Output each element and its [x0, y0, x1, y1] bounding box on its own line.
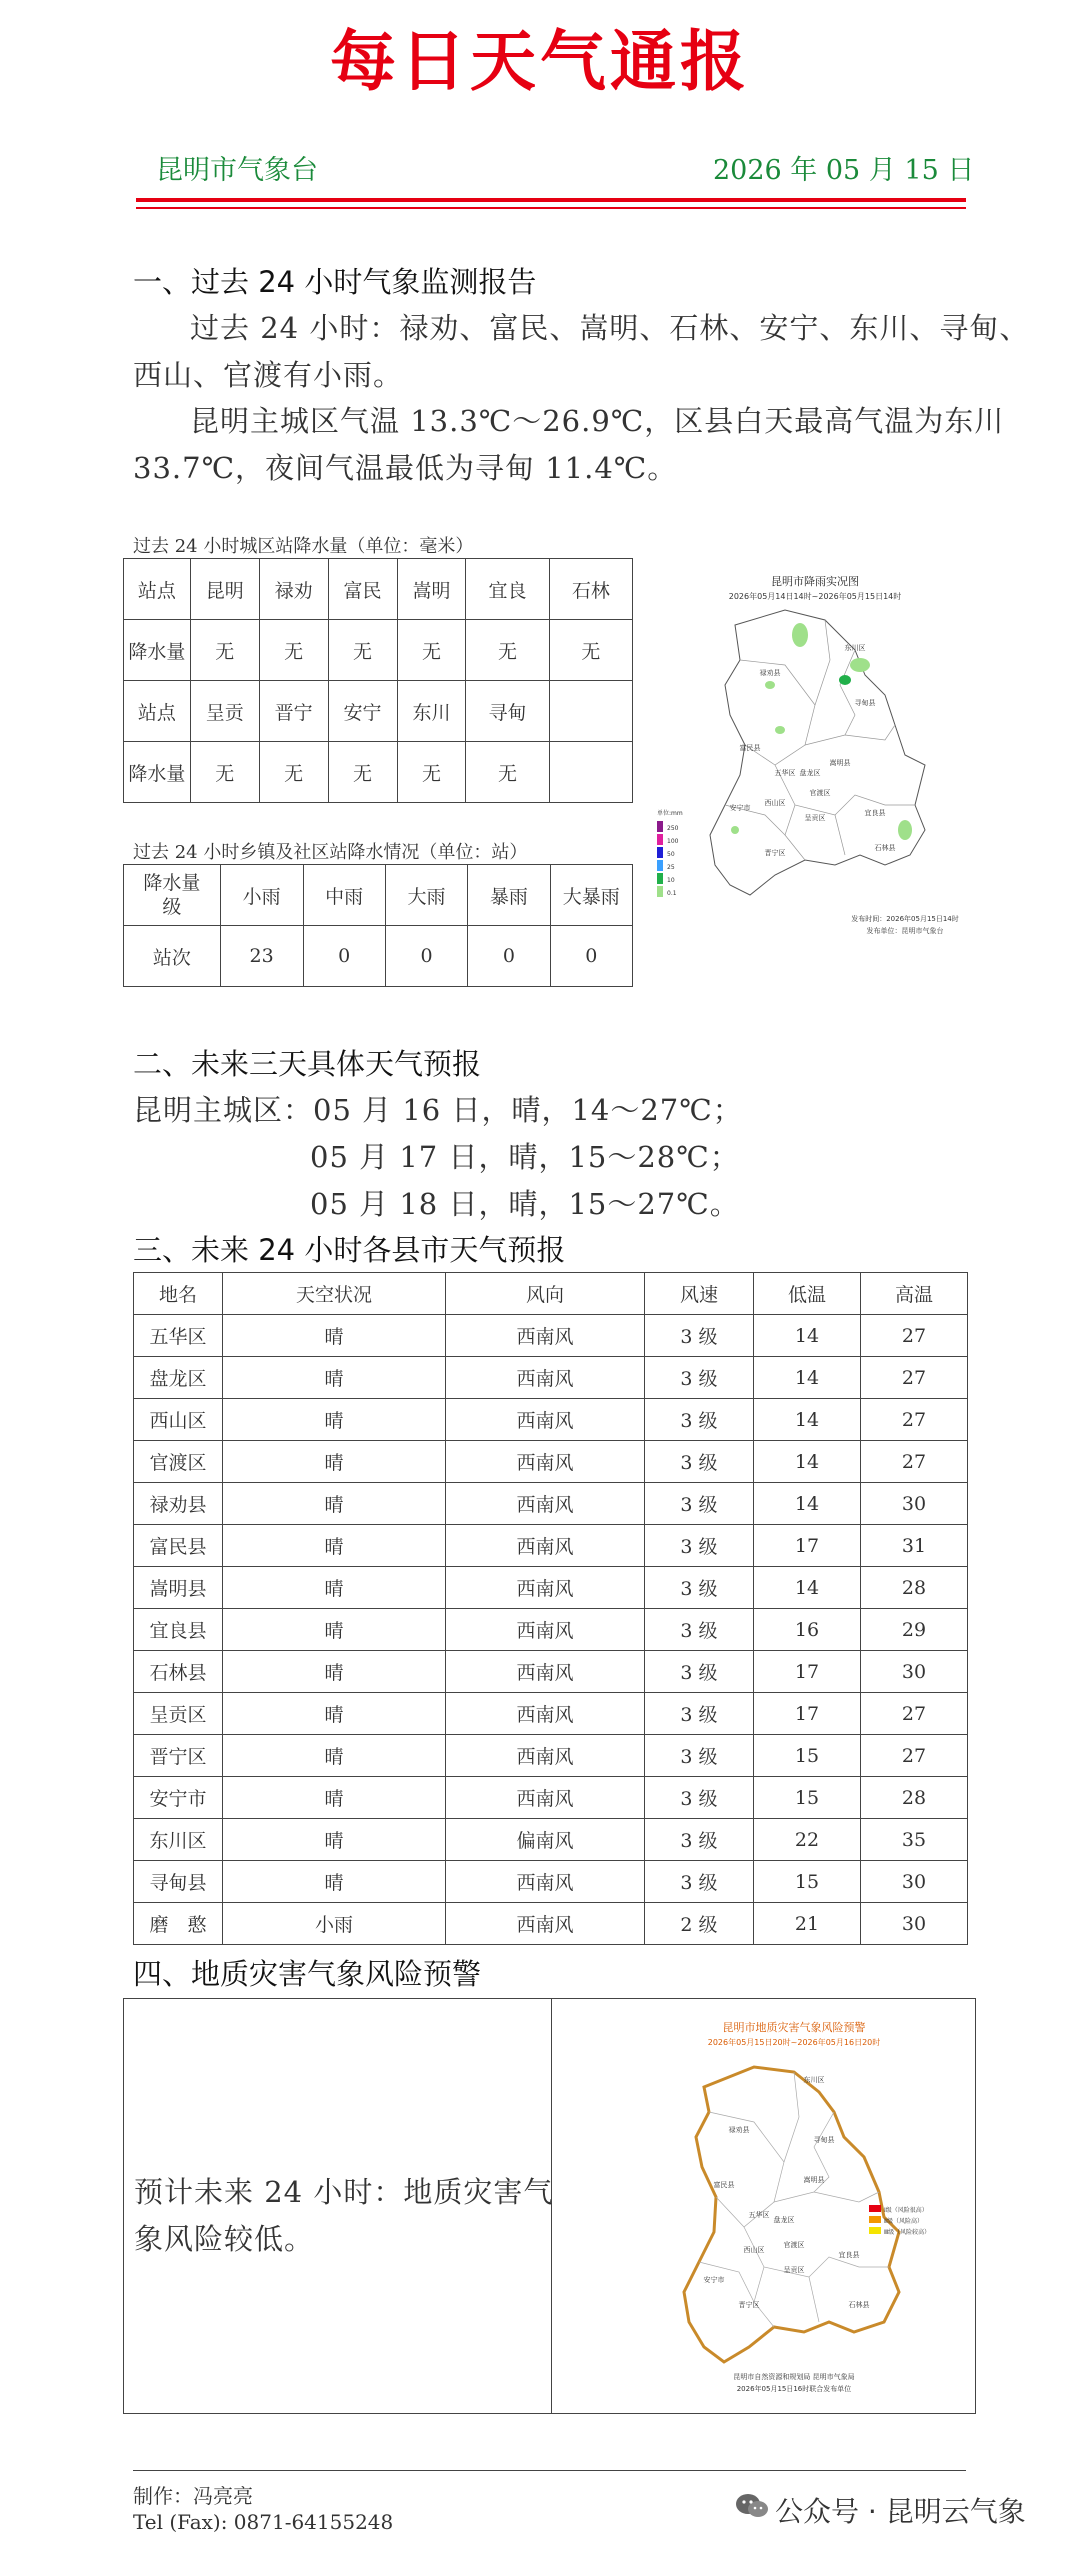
county-table-cell: 晴 — [223, 1777, 446, 1819]
forecast-line1: 昆明主城区：05 月 16 日，晴，14～27℃； — [133, 1093, 743, 1127]
geo-map-district-label: 呈贡区 — [783, 2266, 805, 2274]
rain-table-cell: 无 — [328, 620, 397, 681]
town-table-cell: 站次 — [124, 926, 221, 987]
town-table-row — [124, 926, 633, 987]
county-table-cell: 3 级 — [645, 1735, 754, 1777]
county-table-cell: 27 — [861, 1441, 968, 1483]
geo-map-district-label: 寻甸县 — [813, 2136, 835, 2144]
county-table-cell: 西南风 — [446, 1861, 645, 1903]
county-table-header-cell: 地名 — [134, 1273, 223, 1315]
rain-legend-swatch — [657, 821, 663, 832]
county-table-row — [134, 1693, 968, 1735]
town-table-cell: 0 — [385, 926, 467, 987]
rain-map-outline — [710, 610, 925, 895]
county-table-cell: 14 — [754, 1315, 861, 1357]
county-table-cell: 西南风 — [446, 1357, 645, 1399]
county-table-header — [134, 1273, 968, 1315]
report-date: 2026 年 05 月 15 日 — [713, 155, 975, 186]
rain-map-district-label: 寻甸县 — [854, 699, 876, 707]
rain-table-cell: 无 — [549, 620, 632, 681]
header-divider-thick — [136, 198, 966, 202]
county-table-cell: 晋宁区 — [134, 1735, 223, 1777]
county-table-cell: 晴 — [223, 1357, 446, 1399]
county-table-cell: 西南风 — [446, 1609, 645, 1651]
geo-map-district-label: 安宁市 — [703, 2276, 725, 2284]
rain-table-cell: 无 — [466, 620, 549, 681]
rain-map-district-label: 富民县 — [739, 744, 761, 752]
rain-map-subtitle: 2026年05月14日14时~2026年05月15日14时 — [728, 592, 902, 601]
rain-map-district-label: 宜良县 — [864, 809, 886, 817]
geo-map-district-label: 西山区 — [743, 2246, 765, 2254]
geo-map-district-label: 盘龙区 — [773, 2216, 795, 2224]
geo-map-district-label: 晋宁区 — [738, 2301, 760, 2309]
watermark-text: 公众号 · 昆明云气象 — [775, 2495, 1026, 2528]
county-table-row — [134, 1651, 968, 1693]
county-table-cell: 寻甸县 — [134, 1861, 223, 1903]
county-table-cell: 3 级 — [645, 1483, 754, 1525]
rain-legend-swatch — [657, 860, 663, 871]
rain-table-cell: 无 — [328, 742, 397, 803]
county-table-cell: 盘龙区 — [134, 1357, 223, 1399]
section1-heading: 一、过去 24 小时气象监测报告 — [133, 265, 537, 299]
county-table-cell: 晴 — [223, 1735, 446, 1777]
geo-legend-swatch — [869, 2205, 881, 2212]
town-table-cell: 降水量级 — [124, 865, 221, 926]
header-divider-thin — [136, 207, 966, 209]
geo-map-district-label: 富民县 — [713, 2181, 735, 2189]
county-table-cell: 14 — [754, 1357, 861, 1399]
county-table-cell: 晴 — [223, 1819, 446, 1861]
rain-legend-swatch — [657, 847, 663, 858]
county-table-cell: 29 — [861, 1609, 968, 1651]
county-table-cell: 30 — [861, 1651, 968, 1693]
county-table-row — [134, 1525, 968, 1567]
county-table-cell: 3 级 — [645, 1693, 754, 1735]
county-table-cell: 14 — [754, 1567, 861, 1609]
county-table-cell: 35 — [861, 1819, 968, 1861]
geo-risk-text-line1: 预计未来 24 小时：地质灾害气 — [134, 2175, 554, 2209]
rain-table-cell: 无 — [259, 742, 328, 803]
county-table-cell: 31 — [861, 1525, 968, 1567]
county-table-cell: 五华区 — [134, 1315, 223, 1357]
section4-heading: 四、地质灾害气象风险预警 — [133, 1957, 482, 1991]
town-table-cell: 暴雨 — [468, 865, 550, 926]
footer-maker: 制作：冯亮亮 — [133, 2484, 253, 2508]
county-table-cell: 西南风 — [446, 1903, 645, 1945]
county-table-cell: 西南风 — [446, 1735, 645, 1777]
county-table-cell: 17 — [754, 1651, 861, 1693]
section3-heading: 三、未来 24 小时各县市天气预报 — [133, 1233, 566, 1267]
report-title: 每日天气通报 — [330, 23, 750, 100]
county-table-cell: 14 — [754, 1399, 861, 1441]
rain-map-district-label: 安宁市 — [729, 804, 751, 812]
county-table-cell: 3 级 — [645, 1609, 754, 1651]
county-table-cell: 石林县 — [134, 1651, 223, 1693]
county-table-row — [134, 1315, 968, 1357]
county-table-cell: 28 — [861, 1777, 968, 1819]
rain-map-district-label: 嵩明县 — [829, 759, 851, 767]
forecast-line3: 05 月 18 日，晴，15～27℃。 — [310, 1187, 740, 1221]
county-table-cell: 3 级 — [645, 1441, 754, 1483]
rain-legend-label: 10 — [667, 877, 675, 884]
geo-map-district-label: 禄劝县 — [728, 2126, 750, 2134]
county-table-cell: 磨 憨 — [134, 1903, 223, 1945]
county-table-cell: 3 级 — [645, 1567, 754, 1609]
org-name: 昆明市气象台 — [156, 155, 318, 186]
county-table-cell: 西南风 — [446, 1777, 645, 1819]
county-table-header-cell: 风向 — [446, 1273, 645, 1315]
county-table-row — [134, 1441, 968, 1483]
rain-table-cell: 晋宁 — [259, 681, 328, 742]
county-table-cell: 27 — [861, 1735, 968, 1777]
county-table-row — [134, 1819, 968, 1861]
town-table-cell: 大暴雨 — [550, 865, 632, 926]
section1-para1-line1: 过去 24 小时：禄劝、富民、嵩明、石林、安宁、东川、寻甸、 — [190, 311, 1030, 345]
section1-para1-line2: 西山、官渡有小雨。 — [133, 358, 404, 392]
rain-table — [123, 558, 633, 803]
rain-map-district-label: 西山区 — [764, 799, 786, 807]
county-table-row — [134, 1861, 968, 1903]
rain-table-cell: 寻甸 — [466, 681, 549, 742]
rain-legend-unit: 单位:mm — [657, 810, 683, 817]
county-table-cell: 3 级 — [645, 1861, 754, 1903]
county-table-cell: 30 — [861, 1483, 968, 1525]
town-table-row — [124, 865, 633, 926]
county-table-cell: 15 — [754, 1861, 861, 1903]
rain-map-district-label: 石林县 — [874, 844, 896, 852]
county-table-cell: 西南风 — [446, 1483, 645, 1525]
county-table-cell: 晴 — [223, 1525, 446, 1567]
geo-risk-text-line2: 象风险较低。 — [134, 2222, 315, 2256]
rain-table-cell: 宜良 — [466, 559, 549, 620]
county-table-cell: 晴 — [223, 1315, 446, 1357]
geo-legend-swatch — [869, 2227, 881, 2234]
county-table-cell: 2 级 — [645, 1903, 754, 1945]
county-table-cell: 官渡区 — [134, 1441, 223, 1483]
county-table-cell: 22 — [754, 1819, 861, 1861]
rain-map-district-label: 呈贡区 — [804, 814, 826, 822]
rain-table-cell: 降水量 — [124, 620, 191, 681]
rain-legend-swatch — [657, 886, 663, 897]
county-table-row — [134, 1567, 968, 1609]
town-table-cell: 中雨 — [303, 865, 385, 926]
rain-table-cell: 无 — [466, 742, 549, 803]
rain-map-district-label: 东川区 — [844, 644, 866, 652]
rain-table-cell: 昆明 — [190, 559, 259, 620]
geo-map-district-label: 五华区 — [748, 2211, 770, 2219]
county-table-cell: 17 — [754, 1525, 861, 1567]
county-table-cell: 东川区 — [134, 1819, 223, 1861]
county-table-cell: 西南风 — [446, 1693, 645, 1735]
rain-map-footer2: 发布单位：昆明市气象台 — [866, 927, 944, 935]
town-table-caption: 过去 24 小时乡镇及社区站降水情况（单位：站） — [133, 842, 528, 863]
county-table-cell: 晴 — [223, 1399, 446, 1441]
geo-map-footer2: 2026年05月15日16时联合发布单位 — [736, 2385, 852, 2393]
county-table-row — [134, 1735, 968, 1777]
geo-map-subtitle: 2026年05月15日20时~2026年05月16日20时 — [707, 2038, 881, 2047]
county-table-cell: 21 — [754, 1903, 861, 1945]
county-table-cell: 小雨 — [223, 1903, 446, 1945]
geo-map-outline — [684, 2067, 899, 2362]
county-table-cell: 27 — [861, 1315, 968, 1357]
county-table-cell: 14 — [754, 1483, 861, 1525]
county-table-header-cell: 低温 — [754, 1273, 861, 1315]
county-table-cell: 14 — [754, 1441, 861, 1483]
county-table-cell: 西山区 — [134, 1399, 223, 1441]
town-table-cell: 大雨 — [385, 865, 467, 926]
county-table-cell: 偏南风 — [446, 1819, 645, 1861]
section2-heading: 二、未来三天具体天气预报 — [133, 1047, 482, 1081]
county-table-cell: 晴 — [223, 1483, 446, 1525]
rain-legend-swatch — [657, 873, 663, 884]
town-table-cell: 0 — [303, 926, 385, 987]
rain-map-district-label: 晋宁区 — [764, 849, 786, 857]
geo-map-district-label: 石林县 — [848, 2301, 870, 2309]
county-table-cell: 3 级 — [645, 1357, 754, 1399]
county-table-cell: 3 级 — [645, 1315, 754, 1357]
rain-table-cell: 无 — [259, 620, 328, 681]
county-table-cell: 30 — [861, 1903, 968, 1945]
county-table-cell: 16 — [754, 1609, 861, 1651]
county-table-row — [134, 1399, 968, 1441]
county-table-cell: 3 级 — [645, 1819, 754, 1861]
county-table-cell: 3 级 — [645, 1525, 754, 1567]
geo-legend-swatch — [869, 2216, 881, 2223]
county-table-cell: 呈贡区 — [134, 1693, 223, 1735]
county-table-row — [134, 1483, 968, 1525]
county-table-cell: 晴 — [223, 1693, 446, 1735]
county-table-cell: 晴 — [223, 1567, 446, 1609]
rain-table-cell: 富民 — [328, 559, 397, 620]
county-table-cell: 晴 — [223, 1441, 446, 1483]
geo-legend-label: Ⅲ级（风险较高） — [884, 2229, 931, 2236]
rain-table-row — [124, 681, 633, 742]
rain-table-row — [124, 620, 633, 681]
county-table-cell: 西南风 — [446, 1651, 645, 1693]
rain-table-row — [124, 559, 633, 620]
county-table-cell: 27 — [861, 1693, 968, 1735]
rain-table-cell: 无 — [190, 620, 259, 681]
county-table-cell: 晴 — [223, 1609, 446, 1651]
rain-legend-label: 50 — [667, 851, 675, 858]
county-table-cell: 西南风 — [446, 1567, 645, 1609]
county-table-header-cell: 高温 — [861, 1273, 968, 1315]
county-table-cell: 3 级 — [645, 1777, 754, 1819]
rain-map-footer1: 发布时间：2026年05月15日14时 — [851, 915, 959, 923]
footer-tel: Tel (Fax): 0871-64155248 — [133, 2510, 394, 2534]
rain-table-cell — [549, 681, 632, 742]
footer-divider — [133, 2470, 966, 2471]
county-table-cell: 15 — [754, 1735, 861, 1777]
county-table-cell: 3 级 — [645, 1651, 754, 1693]
geo-map-district-label: 宜良县 — [838, 2251, 860, 2259]
rain-table-cell — [549, 742, 632, 803]
county-forecast-table — [133, 1272, 968, 1945]
county-table-cell: 17 — [754, 1693, 861, 1735]
county-table-cell: 富民县 — [134, 1525, 223, 1567]
rain-table-cell: 无 — [397, 742, 466, 803]
county-table-cell: 嵩明县 — [134, 1567, 223, 1609]
rain-map-district-label: 五华区 — [774, 769, 796, 777]
geo-risk-map — [644, 2017, 944, 2397]
geo-map-district-label: 嵩明县 — [803, 2176, 825, 2184]
rain-map — [655, 565, 975, 945]
county-table-row — [134, 1357, 968, 1399]
section1-para2-line2: 33.7℃，夜间气温最低为寻甸 11.4℃。 — [133, 451, 678, 485]
county-table-cell: 27 — [861, 1357, 968, 1399]
geo-legend-label: Ⅱ级（风险高） — [884, 2218, 923, 2225]
rain-legend-swatch — [657, 834, 663, 845]
geo-map-district-label: 官渡区 — [783, 2241, 805, 2249]
wechat-icon — [735, 2492, 769, 2524]
rain-table-cell: 站点 — [124, 681, 191, 742]
town-table-cell: 0 — [468, 926, 550, 987]
rain-table-cell: 呈贡 — [190, 681, 259, 742]
rain-map-district-label: 官渡区 — [809, 789, 831, 797]
rain-table-cell: 禄劝 — [259, 559, 328, 620]
rain-table-cell: 安宁 — [328, 681, 397, 742]
forecast-line2: 05 月 17 日，晴，15～28℃； — [310, 1140, 740, 1174]
town-table-cell: 小雨 — [220, 865, 303, 926]
rain-map-district-label: 盘龙区 — [799, 769, 821, 777]
county-table-header-cell: 天空状况 — [223, 1273, 446, 1315]
rain-table-row — [124, 742, 633, 803]
county-table-cell: 晴 — [223, 1861, 446, 1903]
county-table-cell: 西南风 — [446, 1525, 645, 1567]
geo-map-district-label: 东川区 — [803, 2076, 825, 2084]
rain-table-cell: 嵩明 — [397, 559, 466, 620]
rain-map-district-label: 禄劝县 — [759, 669, 781, 677]
town-table-cell: 23 — [220, 926, 303, 987]
rain-table-cell: 无 — [397, 620, 466, 681]
county-table-row — [134, 1777, 968, 1819]
rain-table-cell: 石林 — [549, 559, 632, 620]
county-table-cell: 西南风 — [446, 1399, 645, 1441]
town-table — [123, 864, 633, 987]
geo-map-title: 昆明市地质灾害气象风险预警 — [722, 2021, 866, 2034]
county-table-cell: 28 — [861, 1567, 968, 1609]
county-table-cell: 宜良县 — [134, 1609, 223, 1651]
county-table-header-cell: 风速 — [645, 1273, 754, 1315]
rain-table-cell: 站点 — [124, 559, 191, 620]
county-table-cell: 27 — [861, 1399, 968, 1441]
rain-legend-label: 250 — [667, 825, 679, 832]
rain-legend-label: 0.1 — [667, 890, 677, 897]
county-table-cell: 安宁市 — [134, 1777, 223, 1819]
rain-legend-label: 25 — [667, 864, 675, 871]
county-table-row — [134, 1903, 968, 1945]
county-table-row — [134, 1609, 968, 1651]
rain-table-cell: 东川 — [397, 681, 466, 742]
section1-para2-line1: 昆明主城区气温 13.3℃～26.9℃，区县白天最高气温为东川 — [190, 404, 1005, 438]
county-table-cell: 晴 — [223, 1651, 446, 1693]
geo-map-footer1: 昆明市自然资源和规划局 昆明市气象局 — [733, 2373, 855, 2381]
geo-risk-box — [123, 1998, 976, 2414]
county-table-cell: 禄劝县 — [134, 1483, 223, 1525]
county-table-cell: 30 — [861, 1861, 968, 1903]
county-table-cell: 3 级 — [645, 1399, 754, 1441]
county-table-cell: 西南风 — [446, 1315, 645, 1357]
county-table-cell: 西南风 — [446, 1441, 645, 1483]
rain-legend-label: 100 — [667, 838, 679, 845]
county-table-cell: 15 — [754, 1777, 861, 1819]
town-table-cell: 0 — [550, 926, 632, 987]
rain-map-title: 昆明市降雨实况图 — [771, 575, 859, 588]
geo-legend-label: Ⅰ级（风险很高） — [884, 2207, 928, 2214]
rain-table-cell: 无 — [190, 742, 259, 803]
rain-table-caption: 过去 24 小时城区站降水量（单位：毫米） — [133, 536, 474, 557]
rain-table-cell: 降水量 — [124, 742, 191, 803]
